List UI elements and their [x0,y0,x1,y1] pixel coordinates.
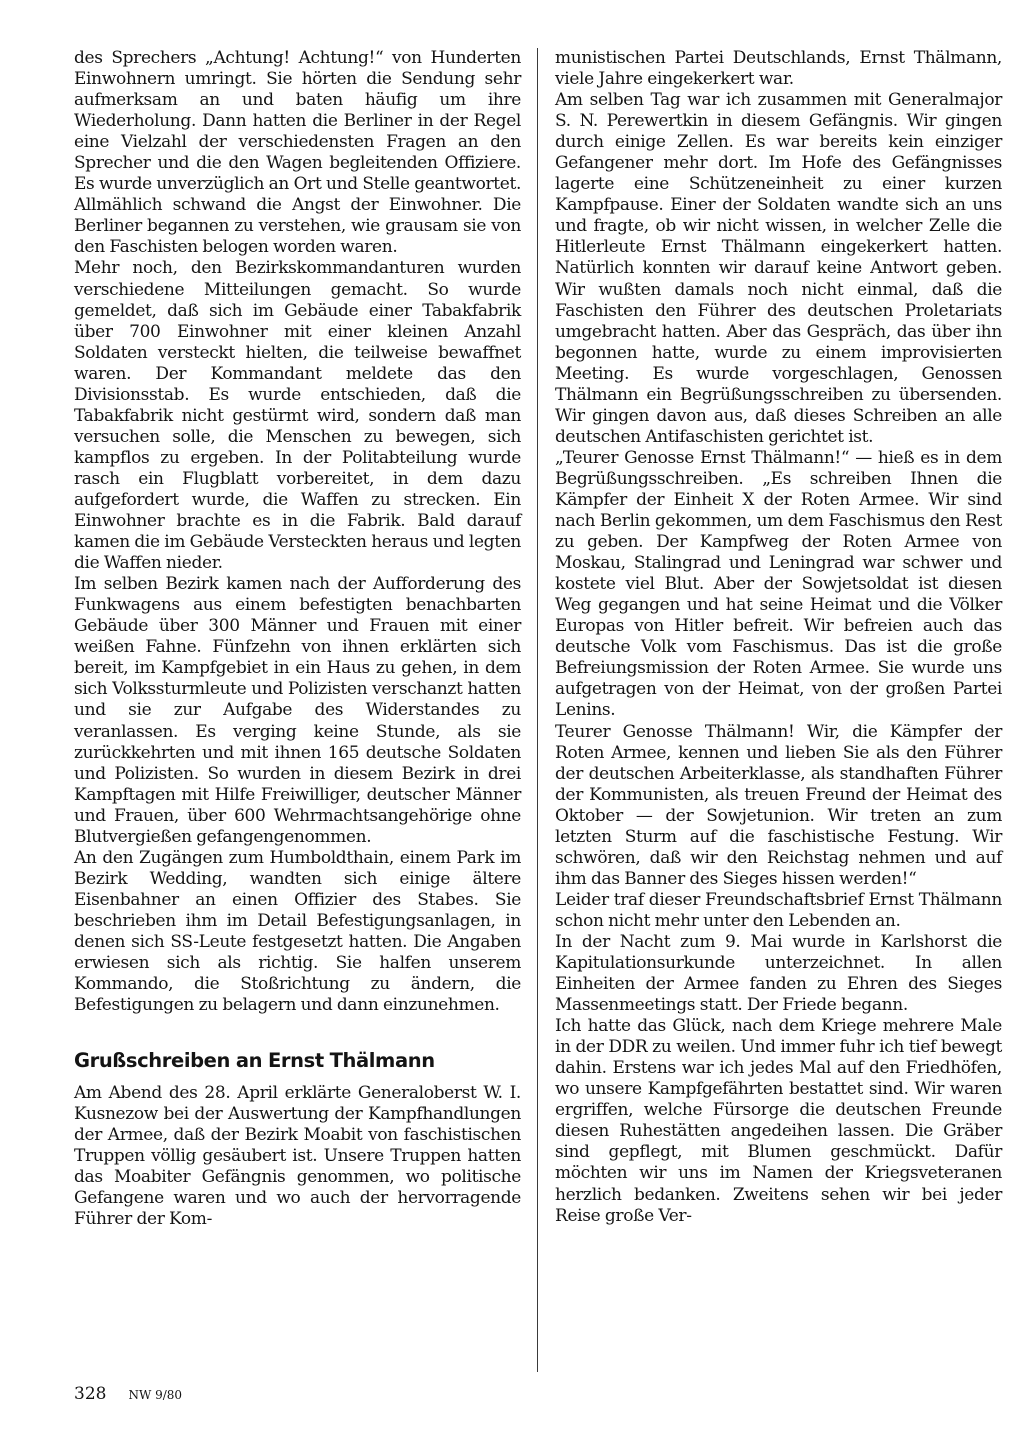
paragraph: Am Abend des 28. April erklärte Generaloberst W. I. Kusnezow bei der Auswertung der Kampfhandlungen der Armee, daß der Bezirk Moabit von faschistischen Truppen völlig gesäubert ist. Unsere Truppen hatten das Moabiter Gefängnis genommen, wo politische Gefangene waren und wo auch der hervorragende Führer der Kom- [74,1083,521,1230]
left-text-column [74,48,521,1230]
paragraph: An den Zugängen zum Humboldthain, einem Park im Bezirk Wedding, wandten sich einige ältere Eisenbahner an einen Offizier des Stabes. Sie beschrieben ihm im Detail Befestigungsanlagen, in denen sich SS-Leute festgesetzt hatten. Die Angaben erwiesen sich als richtig. Sie halfen unserem Kommando, die Stoßrichtung zu ändern, die Befestigungen zu belagern und dann einzunehmen. [74,847,521,1016]
paragraph: Leider traf dieser Freundschaftsbrief Ernst Thälmann schon nicht mehr unter den Lebenden an. [555,889,1002,931]
paragraph: Im selben Bezirk kamen nach der Aufforderung des Funkwagens aus einem befestigten benachbarten Gebäude über 300 Männer und Frauen mit einer weißen Fahne. Fünfzehn von ihnen erklärten sich bereit, im Kampfgebiet in ein Haus zu gehen, in dem sich Volkssturmleute und Polizisten verschanzt hatten und sie zur Aufgabe des Widerstandes zu veranlassen. Es verging keine Stunde, als sie zurückkehrten und mit ihnen 165 deutsche Soldaten und Polizisten. So wurden in diesem Bezirk in drei Kampftagen mit Hilfe Freiwilliger, deutscher Männer und Frauen, über 600 Wehrmachtsangehörige ohne Blutvergießen gefangengenommen. [74,574,521,847]
paragraph: „Teurer Genosse Ernst Thälmann!“ — hieß es in dem Begrüßungsschreiben. „Es schreiben Ihnen die Kämpfer der Einheit X der Roten Armee. Wir sind nach Berlin gekommen, um dem Faschismus den Rest zu geben. Der Kampfweg der Roten Armee von Moskau, Stalingrad und Leningrad war schwer und kostete viel Blut. Aber der Sowjetsoldat ist diesen Weg gegangen und hat seine Heimat und die Völker Europas von Hitler befreit. Wir befreien auch das deutsche Volk vom Faschismus. Das ist die große Befreiungsmission der Roten Armee. Sie wurde uns aufgetragen von der Heimat, von der großen Partei Lenins. [555,447,1002,721]
paragraph: Am selben Tag war ich zusammen mit Generalmajor S. N. Perewertkin in diesem Gefängnis. Wir gingen durch einige Zellen. Es war bereits kein einziger Gefangener mehr dort. Im Hofe des Gefängnisses lagerte eine Schützeneinheit zu einer kurzen Kampfpause. Einer der Soldaten wandte sich an uns und fragte, ob wir nicht wissen, in welcher Zelle die Hitlerleute Ernst Thälmann eingekerkert hatten. Natürlich konnten wir darauf keine Antwort geben. Wir wußten damals noch nicht einmal, daß die Faschisten den Führer des deutschen Proletariats umgebracht hatten. Aber das Gespräch, das über ihn begonnen hatte, wurde zu einem improvisierten Meeting. Es wurde vorgeschlagen, Genossen Thälmann ein Begrüßungsschreiben zu übersenden. Wir gingen davon aus, daß dieses Schreiben an alle deutschen Antifaschisten gerichtet ist. [555,90,1002,447]
paragraph: Mehr noch, den Bezirkskommandanturen wurden verschiedene Mitteilungen gemacht. So wurde gemeldet, daß sich im Gebäude einer Tabakfabrik über 700 Einwohner mit einer kleinen Anzahl Soldaten versteckt hielten, die teilweise bewaffnet waren. Der Kommandant meldete das den Divisionsstab. Es wurde entschieden, daß die Tabakfabrik nicht gestürmt wird, sondern daß man versuchen solle, die Menschen zu bewegen, sich kampflos zu ergeben. In der Politabteilung wurde rasch ein Flugblatt vorbereitet, in dem dazu aufgefordert wurde, die Waffen zu strecken. Ein Einwohner brachte es in die Fabrik. Bald darauf kamen die im Gebäude Versteckten heraus und legten die Waffen nieder. [74,258,522,574]
column-divider [537,48,538,1372]
paragraph: Teurer Genosse Thälmann! Wir, die Kämpfer der Roten Armee, kennen und lieben Sie als den Führer der deutschen Arbeiterklasse, als standhaften Führer der Kommunisten, als treuen Freund der Heimat des Oktober — der Sowjetunion. Wir treten an zum letzten Sturm auf die faschistische Festung. Wir schwören, daß wir den Reichstag nehmen und auf ihm das Banner des Sieges hissen werden!“ [555,721,1002,889]
paragraph: des Sprechers „Achtung! Achtung!“ von Hunderten Einwohnern umringt. Sie hörten die Sendung sehr aufmerksam an und baten häufig um ihre Wiederholung. Dann hatten die Berliner in der Regel eine Vielzahl der verschiedensten Fragen an den Sprecher und die den Wagen begleitenden Offiziere. Es wurde unverzüglich an Ort und Stelle geantwortet. Allmählich schwand die Angst der Einwohner. Die Berliner begannen zu verstehen, wie grausam sie von den Faschisten belogen worden waren. [74,48,521,258]
right-text-column [555,48,1002,1227]
paragraph: munistischen Partei Deutschlands, Ernst Thälmann, viele Jahre eingekerkert war. [555,48,1002,90]
page-footer [74,1384,182,1404]
paragraph: Ich hatte das Glück, nach dem Kriege mehrere Male in der DDR zu weilen. Und immer fuhr ich tief bewegt dahin. Erstens war ich jedes Mal auf den Friedhöfen, wo unsere Kampfgefährten bestattet sind. Wir waren ergriffen, welche Fürsorge die deutschen Freunde diesen Ruhestätten angedeihen lassen. Die Gräber sind gepflegt, mit Blumen geschmückt. Dafür möchten wir uns im Namen der Kriegsveteranen herzlich bedanken. Zweitens sehen wir bei jeder Reise große Ver- [555,1016,1002,1226]
paragraph: In der Nacht zum 9. Mai wurde in Karlshorst die Kapitulationsurkunde unterzeichnet. In allen Einheiten der Armee fanden zu Ehren des Sieges Massenmeetings statt. Der Friede begann. [555,931,1002,1016]
journal-issue: NW 9/80 [128,1388,183,1402]
page-number: 328 [74,1384,107,1404]
section-heading: Grußschreiben an Ernst Thälmann [74,1049,435,1073]
